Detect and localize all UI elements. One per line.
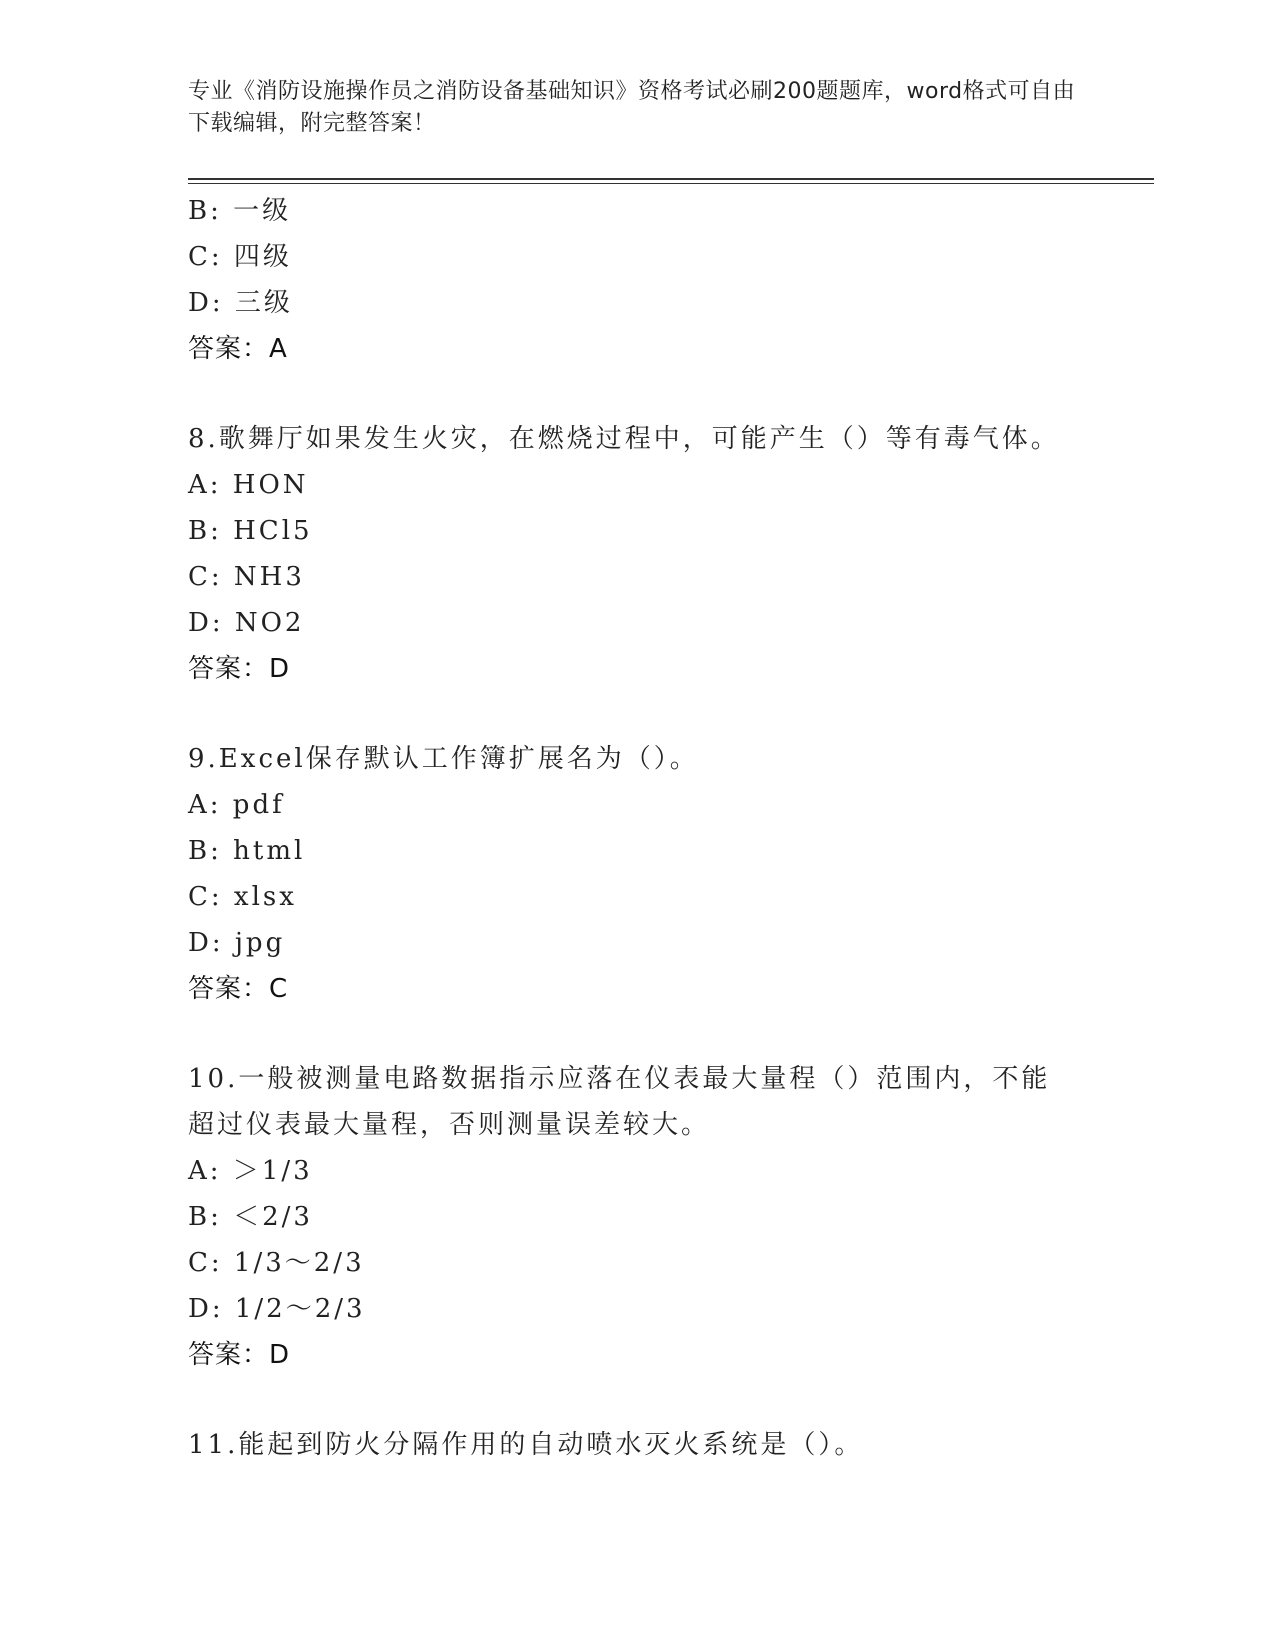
option-b: B: ＜2/3 xyxy=(188,1202,313,1232)
option-a: A: ＞1/3 xyxy=(188,1156,313,1186)
option-d: D: NO2 xyxy=(188,608,305,638)
answer: 答案：A xyxy=(188,334,288,364)
question-8 xyxy=(188,416,1088,692)
option-b: B: html xyxy=(188,836,306,866)
answer: 答案：C xyxy=(188,974,289,1004)
question-list xyxy=(188,188,1088,1468)
question-stem: 9.Excel保存默认工作簿扩展名为（）。 xyxy=(188,744,699,774)
question-stem: 8.歌舞厅如果发生火灾，在燃烧过程中，可能产生（）等有毒气体。 xyxy=(188,424,1060,454)
option-d: D: 1/2～2/3 xyxy=(188,1294,366,1324)
answer: 答案：D xyxy=(188,1340,291,1370)
option-d: D: 三级 xyxy=(188,288,293,318)
document-header: 专业《消防设施操作员之消防设备基础知识》资格考试必刷200题题库，word格式可自由下载编辑，附完整答案！ xyxy=(188,79,1076,136)
option-c: C: 四级 xyxy=(188,242,292,272)
option-c: C: xlsx xyxy=(188,882,297,912)
header-rule-thin xyxy=(188,183,1154,184)
question-9 xyxy=(188,736,1088,1012)
question-stem: 11.能起到防火分隔作用的自动喷水灭火系统是（）。 xyxy=(188,1430,864,1460)
question-stem: 10.一般被测量电路数据指示应落在仪表最大量程（）范围内，不能超过仪表最大量程，否则测量误差较大。 xyxy=(188,1064,1051,1140)
option-c: C: 1/3～2/3 xyxy=(188,1248,365,1278)
option-a: A: pdf xyxy=(188,790,285,820)
header-rule-thick xyxy=(188,178,1154,180)
option-d: D: jpg xyxy=(188,928,286,958)
option-c: C: NH3 xyxy=(188,562,305,592)
question-11 xyxy=(188,1422,1088,1468)
option-a: A: HON xyxy=(188,470,309,500)
answer: 答案：D xyxy=(188,654,291,684)
option-b: B: 一级 xyxy=(188,196,292,226)
question-7-tail xyxy=(188,188,1088,372)
question-10 xyxy=(188,1056,1088,1378)
option-b: B: HCl5 xyxy=(188,516,313,546)
